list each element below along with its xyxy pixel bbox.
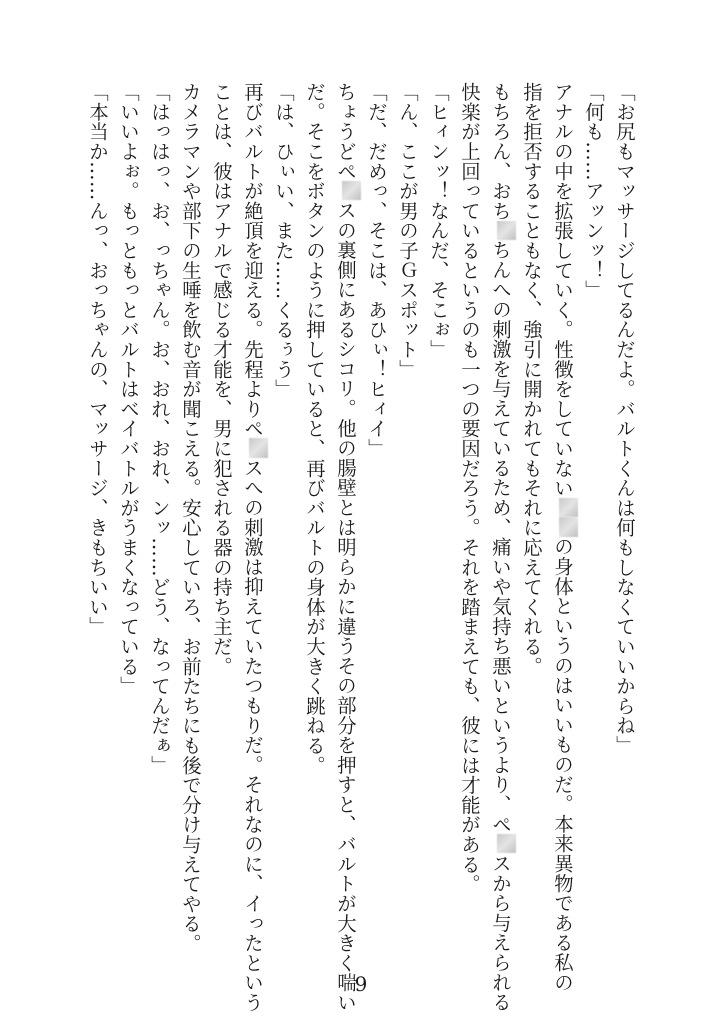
text-line: もちろん、おちちんへの刺激を与えているため、痛いや気持ち悪いというより、ペスから与えられる [485, 82, 516, 962]
censor-mosaic [497, 221, 516, 240]
text-line: 再びバルトが絶頂を迎える。先程よりペスへの刺激は抑えていたつもりだ。それなのに、イったという [237, 82, 268, 962]
text-line: 快楽が上回っているというのも一つの要因だろう。それを踏まえても、彼には才能がある。 [458, 82, 481, 894]
censor-mosaic [497, 834, 516, 853]
censor-mosaic [249, 438, 268, 457]
text-line: カメラマンや部下の生唾を飲む音が聞こえる。安心していろ、お前たちにも後で分け与えてやる。 [179, 82, 202, 954]
text-line: ことは、彼はアナルで感じる才能を、男に犯される器の持ち主だ。 [210, 82, 233, 676]
text-line: 「本当か……んっ、おっちゃんの、マッサージ、きもちいい」 [86, 82, 109, 637]
text-line: 「だ、だめっ、そこは、あひぃ！ヒィイ」 [365, 82, 388, 459]
text-line: 「ヒィンッ！なんだ、そこぉ」 [427, 82, 450, 360]
text-line: アナルの中を拡張していく。性徴をしていないの身体というのはいいものだ。本来異物である私の [547, 82, 578, 962]
text-line: 「いいよぉ。もっともっとバルトはベイバトルがうまくなっている」 [117, 82, 140, 696]
text-line: ちょうどペスの裏側にあるシコリ。他の腸壁とは明らかに違うその部分を押すと、バルトが大きく喘い [330, 82, 361, 962]
text-line: 「ん、ここが男の子Ｇスポット」 [396, 82, 419, 379]
text-line: 「何も……アッンッ！」 [582, 82, 605, 300]
censor-mosaic [559, 517, 578, 536]
text-line: だ。そこをボタンのように押していると、再びバルトの身体が大きく跳ねる。 [303, 82, 326, 775]
censor-mosaic [342, 181, 361, 200]
text-line: 「は、ひぃい、また……くるぅう」 [272, 82, 295, 399]
vertical-text-body [82, 82, 640, 1013]
text-line: 「はっはっ、お、っちゃん。お、おれ、おれ、ンッ……どう、なってんだぁ」 [148, 82, 171, 775]
censor-mosaic [559, 498, 578, 517]
text-line: 「お尻もマッサージしてるんだよ。バルトくんは何もしなくていいからね」 [613, 82, 636, 756]
text-line: 指を拒否することもなく、強引に開かれてもそれに応えてくれる。 [520, 82, 543, 676]
page-number: 9 [354, 972, 368, 996]
